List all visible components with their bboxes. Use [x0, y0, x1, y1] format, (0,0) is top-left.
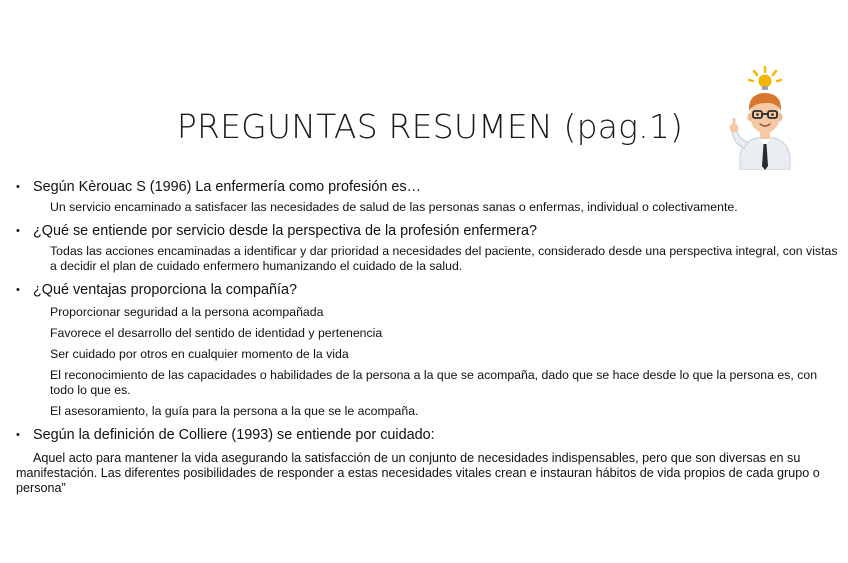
bullet: •: [16, 181, 20, 193]
advantages-list: [16, 305, 844, 419]
idea-man-lightbulb-icon: [718, 66, 798, 170]
bullet: •: [16, 429, 20, 441]
list-item: Proporcionar seguridad a la persona acompañada: [50, 305, 324, 319]
answer-1: Un servicio encaminado a satisfacer las necesidades de salud de las personas sanas o enfermas, individual o colectivamente.: [50, 200, 738, 214]
slide-title: PREGUNTAS RESUMEN (pag.1): [176, 107, 684, 146]
question-1-text: Según Kèrouac S (1996) La enfermería como profesión es…: [33, 179, 421, 195]
bullet: •: [16, 225, 20, 237]
list-item: Ser cuidado por otros en cualquier momento de la vida: [50, 347, 349, 361]
question-2-text: ¿Qué se entiende por servicio desde la perspectiva de la profesión enfermera?: [33, 223, 537, 239]
bullet: •: [16, 284, 20, 296]
answer-2: Todas las acciones encaminadas a identificar y dar prioridad a necesidades del paciente, considerado desde una perspectiva integral, con vistas a decidir el plan de cuidado enfermero humanizando el cuidado de la salud.: [50, 244, 838, 273]
answer-4: Aquel acto para mantener la vida asegurando la satisfacción de un conjunto de necesidades indispensables, pero que son diversas en su manifestación. Las diferentes posibilidades de responder a estas necesidades vitales crean e instauran hábitos de vida propios de cada grupo o persona”: [16, 451, 820, 495]
question-4: [16, 426, 844, 444]
question-1: [16, 178, 844, 196]
question-2: [16, 222, 844, 240]
list-item: El asesoramiento, la guía para la persona a la que se le acompaña.: [50, 404, 419, 418]
list-item: El reconocimiento de las capacidades o habilidades de la persona a la que se acompaña, dado que se hace desde lo que la persona es, con todo lo que es.: [50, 368, 818, 397]
question-3-text: ¿Qué ventajas proporciona la compañía?: [33, 282, 297, 298]
questions-list: [16, 178, 844, 496]
question-4-text: Según la definición de Colliere (1993) se entiende por cuidado:: [33, 427, 435, 443]
question-3: [16, 281, 844, 299]
list-item: Favorece el desarrollo del sentido de identidad y pertenencia: [50, 326, 383, 340]
